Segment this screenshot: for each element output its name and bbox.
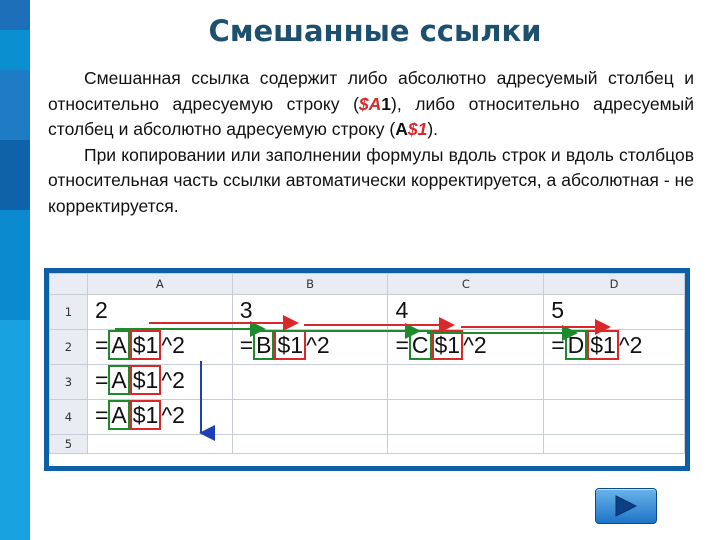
ref-absolute-part: $A [358,93,382,114]
paragraph-copy-rule: При копировании или заполнении формулы вдоль строк и вдоль столбцов относительная часть ссылки автоматически корректируется, а абсолютная - не корректируется. [48,144,694,216]
absolute-row-ref: $1 [130,365,162,395]
cell-b3[interactable] [232,365,388,400]
decor-segment [0,210,30,320]
cell-value: 3 [239,297,253,323]
cell-b1[interactable] [232,295,388,330]
formula-eq: = [94,332,109,358]
relative-column-ref: D [565,330,588,360]
text-run: ), либо относительно адресуемый столбец и абсолютно адресуемую строку ( [48,93,694,139]
formula [551,332,642,359]
spreadsheet-frame [44,268,690,471]
corner-cell[interactable] [50,274,88,295]
slide-title: Смешанные ссылки [208,14,542,48]
formula-power: ^2 [463,332,487,358]
table-row [50,365,685,400]
cell-d5[interactable] [544,435,685,454]
spreadsheet [49,273,685,466]
cell-b2[interactable] [232,330,388,365]
column-header-row [50,274,685,295]
formula [95,367,185,394]
paragraph-definition [48,66,694,143]
decor-segment [0,140,30,210]
formula-eq: = [239,332,254,358]
column-header-b[interactable]: B [232,274,388,295]
column-header-d[interactable]: D [544,274,685,295]
row-header-1[interactable]: 1 [50,295,88,330]
slide-body [48,66,694,219]
absolute-row-ref: $1 [587,330,619,360]
row-header-3[interactable]: 3 [50,365,88,400]
relative-column-ref: A [108,330,129,360]
formula-power: ^2 [161,332,185,358]
relative-column-ref: A [108,365,129,395]
row-header-4[interactable]: 4 [50,400,88,435]
formula [95,332,185,359]
left-decor-bar [0,0,30,540]
cell-value: 2 [94,297,108,323]
cell-c4[interactable] [388,400,544,435]
cell-c2[interactable] [388,330,544,365]
table-row [50,400,685,435]
cell-c3[interactable] [388,365,544,400]
text-run: Смешанная ссылка содержит либо абсолютно адресуемый столбец и относительно адресуемую строку ( [48,68,694,114]
formula-power: ^2 [306,332,330,358]
formula [95,402,185,429]
formula-eq: = [551,332,565,358]
decor-segment [0,320,30,540]
absolute-row-ref: $1 [130,330,162,360]
formula-eq: = [395,332,409,358]
ref-absolute-part: $1 [407,119,428,139]
row-header-2[interactable]: 2 [50,330,88,365]
absolute-row-ref: $1 [130,400,162,430]
cell-d1[interactable] [544,295,685,330]
spreadsheet-grid [49,273,685,454]
absolute-row-ref: $1 [432,330,464,360]
formula [240,332,330,359]
cell-a4[interactable] [87,400,232,435]
text-run: ). [427,119,439,139]
absolute-row-ref: $1 [274,330,306,360]
cell-value: 4 [395,297,409,323]
cell-a5[interactable] [87,435,232,454]
table-row [50,330,685,365]
relative-column-ref: B [253,330,274,360]
table-row [50,295,685,330]
ref-relative-part: A [395,119,408,139]
cell-d3[interactable] [544,365,685,400]
cell-c5[interactable] [388,435,544,454]
decor-segment [0,0,30,30]
cell-a3[interactable] [87,365,232,400]
cell-b5[interactable] [232,435,388,454]
cell-c1[interactable] [388,295,544,330]
cell-a1[interactable] [87,295,232,330]
formula-eq: = [94,367,109,393]
cell-a2[interactable] [87,330,232,365]
relative-column-ref: C [409,330,432,360]
ref-relative-part: 1 [381,93,392,114]
column-header-a[interactable]: A [87,274,232,295]
row-header-5[interactable]: 5 [50,435,88,454]
relative-column-ref: A [108,400,129,430]
cell-value: 5 [551,297,564,323]
column-header-c[interactable]: C [388,274,544,295]
play-triangle-icon [614,495,638,517]
decor-segment [0,70,30,140]
formula-power: ^2 [161,402,185,428]
cell-b4[interactable] [232,400,388,435]
formula-power: ^2 [161,367,185,393]
formula-eq: = [94,402,109,428]
cell-d2[interactable] [544,330,685,365]
formula-power: ^2 [618,332,643,358]
next-slide-button[interactable] [595,488,657,524]
table-row [50,435,685,454]
cell-d4[interactable] [544,400,685,435]
formula [395,332,486,359]
